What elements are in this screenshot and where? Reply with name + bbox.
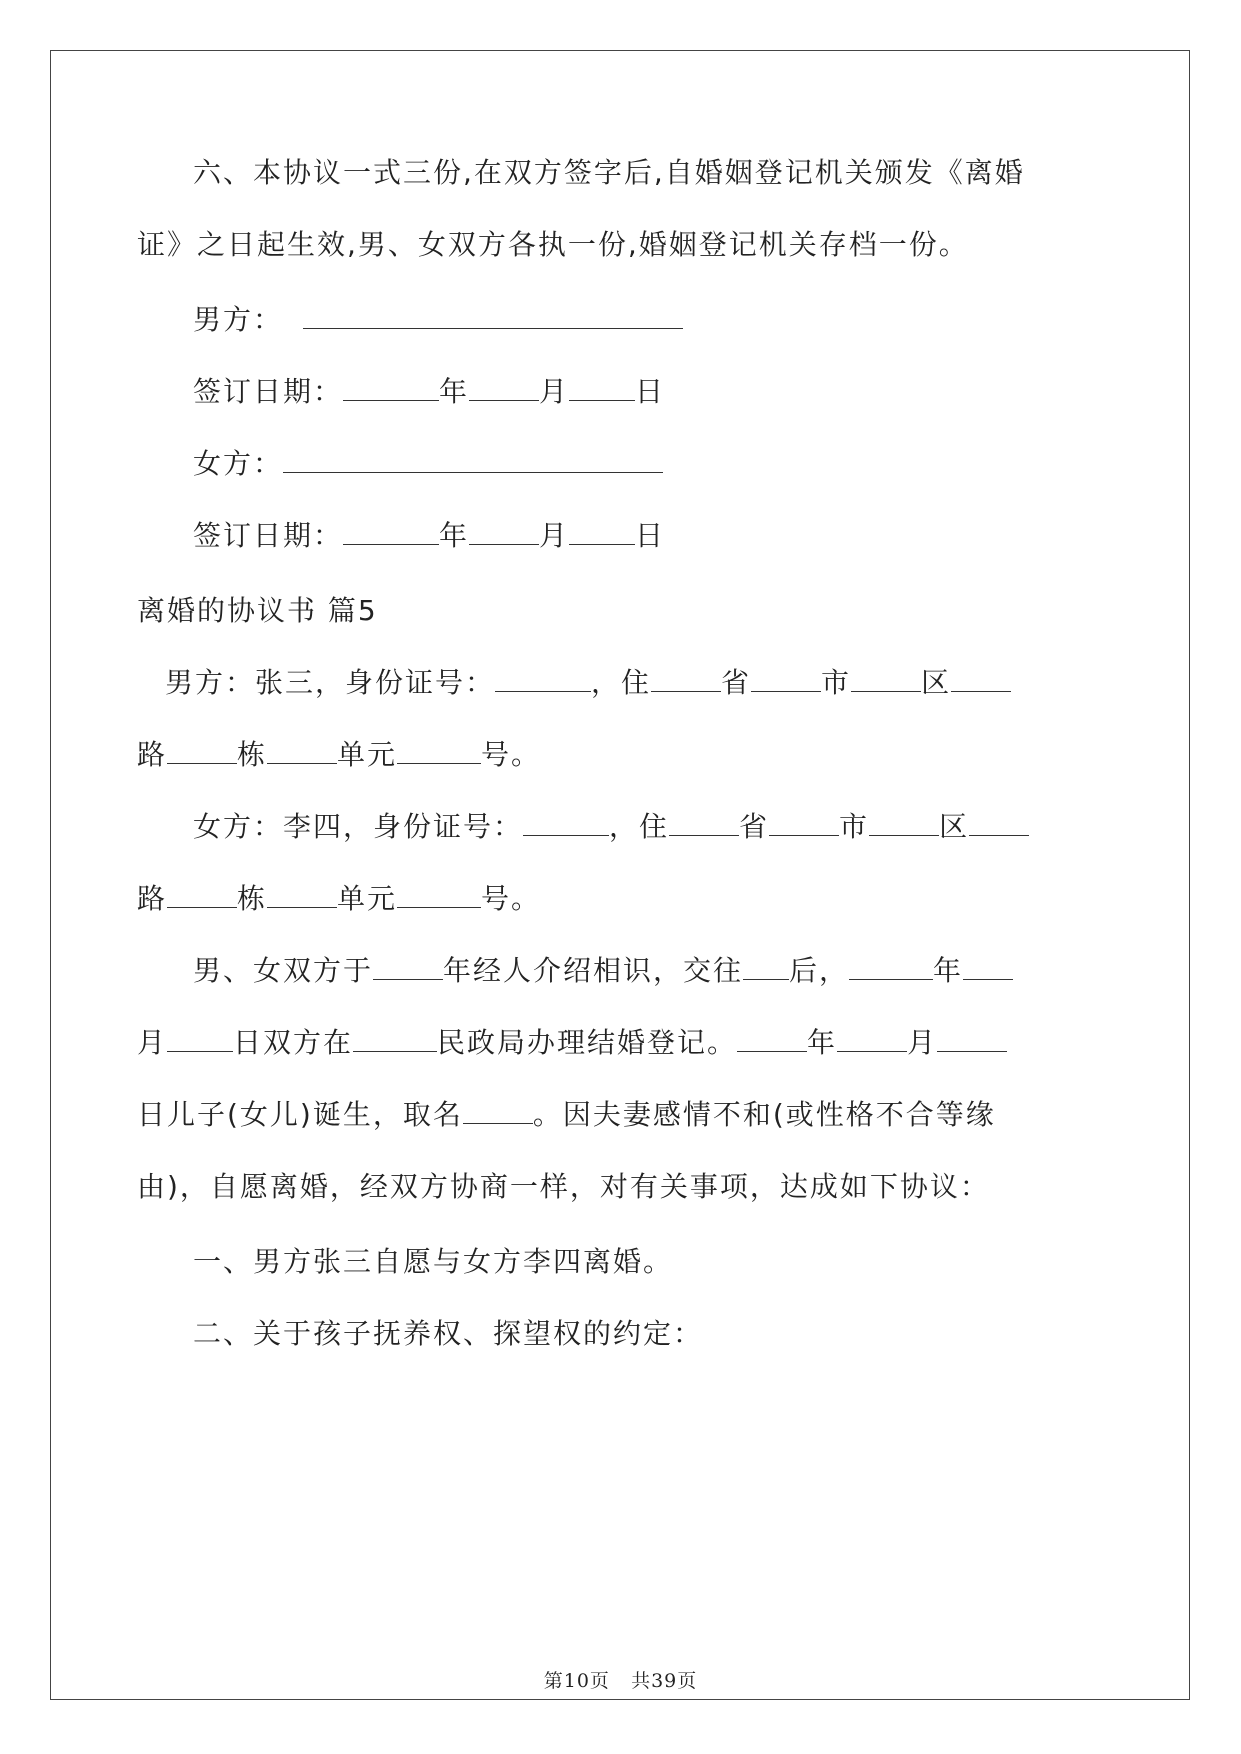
address-blank[interactable] — [769, 807, 839, 836]
address-blank[interactable] — [751, 663, 821, 692]
year-blank[interactable] — [849, 951, 933, 980]
page-number: 第10页 — [543, 1670, 610, 1692]
address-blank[interactable] — [167, 735, 237, 764]
intro-line: 日儿子(女儿)诞生，取名 。因夫妻感情不和(或性格不合等缘 — [137, 1095, 996, 1135]
sign-date-line: 签订日期： 年 月 日 — [193, 372, 665, 412]
address-blank[interactable] — [397, 879, 481, 908]
text-line: 证》之日起生效,男、女双方各执一份,婚姻登记机关存档一份。 — [137, 228, 969, 261]
year-blank[interactable] — [373, 951, 443, 980]
address-blank[interactable] — [267, 735, 337, 764]
address-blank[interactable] — [851, 663, 921, 692]
duration-blank[interactable] — [743, 951, 789, 980]
address-blank[interactable] — [669, 807, 739, 836]
year-blank[interactable] — [343, 516, 439, 545]
address-blank[interactable] — [397, 735, 481, 764]
address-blank[interactable] — [167, 879, 237, 908]
male-info-line: 男方：张三，身份证号： ，住 省 市 区 — [165, 663, 1011, 703]
name-blank[interactable] — [463, 1095, 533, 1124]
month-blank[interactable] — [469, 516, 539, 545]
month-blank[interactable] — [837, 1023, 907, 1052]
signature-blank[interactable] — [283, 444, 663, 473]
address-blank[interactable] — [869, 807, 939, 836]
intro-line: 月 日双方在 民政局办理结婚登记。 年 月 — [137, 1023, 1007, 1063]
address-blank[interactable] — [651, 663, 721, 692]
page-border — [50, 50, 1190, 1700]
year-blank[interactable] — [737, 1023, 807, 1052]
section-title: 离婚的协议书 篇5 — [137, 594, 378, 627]
agreement-item: 一、男方张三自愿与女方李四离婚。 — [193, 1245, 674, 1278]
address-blank[interactable] — [969, 807, 1029, 836]
day-blank[interactable] — [937, 1023, 1007, 1052]
male-info-line: 路 栋 单元 号。 — [137, 735, 541, 775]
intro-line: 男、女双方于 年经人介绍相识，交往 后， 年 — [193, 951, 1013, 991]
sign-date-line: 签订日期： 年 月 日 — [193, 516, 665, 556]
day-blank[interactable] — [167, 1023, 233, 1052]
text-line: 六、本协议一式三份,在双方签字后,自婚姻登记机关颁发《离婚 — [193, 156, 1025, 189]
page-total: 共39页 — [631, 1670, 698, 1692]
id-blank[interactable] — [495, 663, 591, 692]
day-blank[interactable] — [569, 516, 635, 545]
month-blank[interactable] — [963, 951, 1013, 980]
address-blank[interactable] — [951, 663, 1011, 692]
male-signature-line: 男方： — [193, 300, 683, 340]
id-blank[interactable] — [523, 807, 609, 836]
bureau-blank[interactable] — [353, 1023, 437, 1052]
month-blank[interactable] — [469, 372, 539, 401]
intro-line: 由)，自愿离婚，经双方协商一样，对有关事项，达成如下协议： — [137, 1170, 990, 1203]
year-blank[interactable] — [343, 372, 439, 401]
page-footer — [0, 1666, 1241, 1693]
female-info-line: 路 栋 单元 号。 — [137, 879, 541, 919]
day-blank[interactable] — [569, 372, 635, 401]
female-info-line: 女方：李四，身份证号： ，住 省 市 区 — [193, 807, 1029, 847]
address-blank[interactable] — [267, 879, 337, 908]
signature-blank[interactable] — [303, 300, 683, 329]
agreement-item: 二、关于孩子抚养权、探望权的约定： — [193, 1317, 704, 1350]
female-signature-line: 女方： — [193, 444, 663, 484]
